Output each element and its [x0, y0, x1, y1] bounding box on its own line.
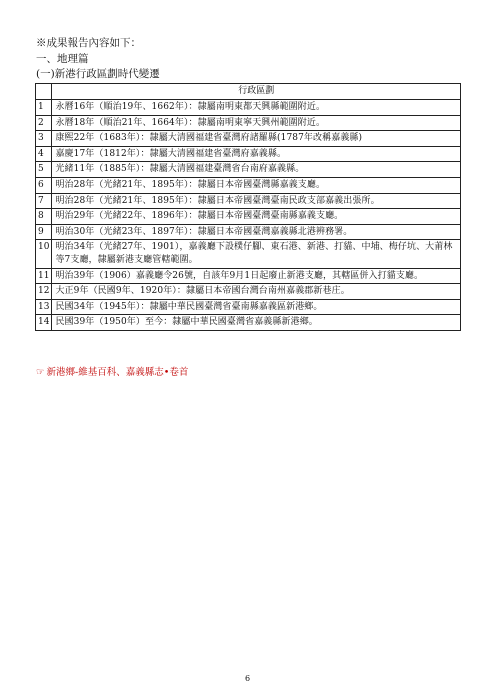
row-number: 10	[36, 240, 52, 268]
row-text: 明治30年（光緒23年、1897年）：隸屬日本帝國臺灣嘉義縣北港辨務署。	[52, 224, 461, 240]
row-text: 康熙22年（1683年）：隸屬大清國福建省臺灣府諸羅縣(1787年改稱嘉義縣)	[52, 131, 461, 147]
table-header-row	[36, 84, 461, 100]
row-text: 明治39年（1906）嘉義廳令26號，自該年9月1日起廢止新港支廳，其轄區併入打貓支廳。	[52, 268, 461, 284]
table-row	[36, 162, 461, 178]
row-number: 1	[36, 100, 52, 116]
table-header-title: 行政區劃	[52, 84, 461, 100]
row-number: 2	[36, 115, 52, 131]
row-number: 11	[36, 268, 52, 284]
reference-line	[36, 364, 188, 378]
row-text: 嘉慶17年（1812年）：隸屬大清國福建省臺灣府嘉義縣。	[52, 146, 461, 162]
row-number: 3	[36, 131, 52, 147]
page-number: 6	[244, 674, 251, 683]
admin-division-table	[35, 83, 461, 331]
row-number: 8	[36, 209, 52, 225]
table-row	[36, 146, 461, 162]
table-body	[36, 100, 461, 331]
row-number: 5	[36, 162, 52, 178]
table-row	[36, 209, 461, 225]
row-text: 明治28年（光緒21年、1895年）：隸屬日本帝國臺灣縣嘉義支廳。	[52, 177, 461, 193]
row-text: 明治28年（光緒21年、1895年）：隸屬日本帝國臺灣臺南民政支部嘉義出張所。	[52, 193, 461, 209]
table-row	[36, 224, 461, 240]
row-text: 光緒11年（1885年）：隸屬大清國福建臺灣省台南府嘉義縣。	[52, 162, 461, 178]
table-row	[36, 131, 461, 147]
table-row	[36, 284, 461, 300]
table-row	[36, 193, 461, 209]
reference-text[interactable]: 新港鄉-維基百科、嘉義縣志•卷首	[46, 367, 189, 378]
table-row	[36, 299, 461, 315]
table-row	[36, 240, 461, 268]
table-row	[36, 268, 461, 284]
row-text: 明治29年（光緒22年、1896年）：隸屬日本帝國臺灣臺南縣嘉義支廳。	[52, 209, 461, 225]
row-text: 大正9年（民國9年、1920年）：隸屬日本帝國台灣台南州嘉義郡新巷庄。	[52, 284, 461, 300]
header-number-cell	[36, 84, 52, 100]
row-text: 明治34年（光緒27年、1901），嘉義廳下設樸仔腳、東石港、新港、打貓、中埔、梅仔坑、大莆林等7支廳，隸屬新港支廳管轄範圍。	[52, 240, 461, 268]
subsection-heading: (一)新港行政區劃時代變遷	[36, 68, 160, 80]
row-number: 4	[36, 146, 52, 162]
section-heading: 一、地理篇	[36, 53, 89, 65]
pointing-hand-icon: ☞	[36, 367, 45, 378]
row-number: 6	[36, 177, 52, 193]
row-text: 民國39年（1950年）至今：隸屬中華民國臺灣省嘉義縣新港鄉。	[52, 315, 461, 331]
intro-text: ※成果報告內容如下：	[36, 37, 141, 49]
row-number: 12	[36, 284, 52, 300]
table-row	[36, 315, 461, 331]
row-text: 永曆18年（順治21年、1664年）：隸屬南明東寧天興州範圍附近。	[52, 115, 461, 131]
row-number: 14	[36, 315, 52, 331]
table-row	[36, 100, 461, 116]
row-text: 永曆16年（順治19年、1662年）：隸屬南明東都天興縣範圍附近。	[52, 100, 461, 116]
table-row	[36, 177, 461, 193]
row-number: 13	[36, 299, 52, 315]
row-number: 9	[36, 224, 52, 240]
row-text: 民國34年（1945年）：隸屬中華民國臺灣省臺南縣嘉義區新港鄉。	[52, 299, 461, 315]
row-number: 7	[36, 193, 52, 209]
table-row	[36, 115, 461, 131]
